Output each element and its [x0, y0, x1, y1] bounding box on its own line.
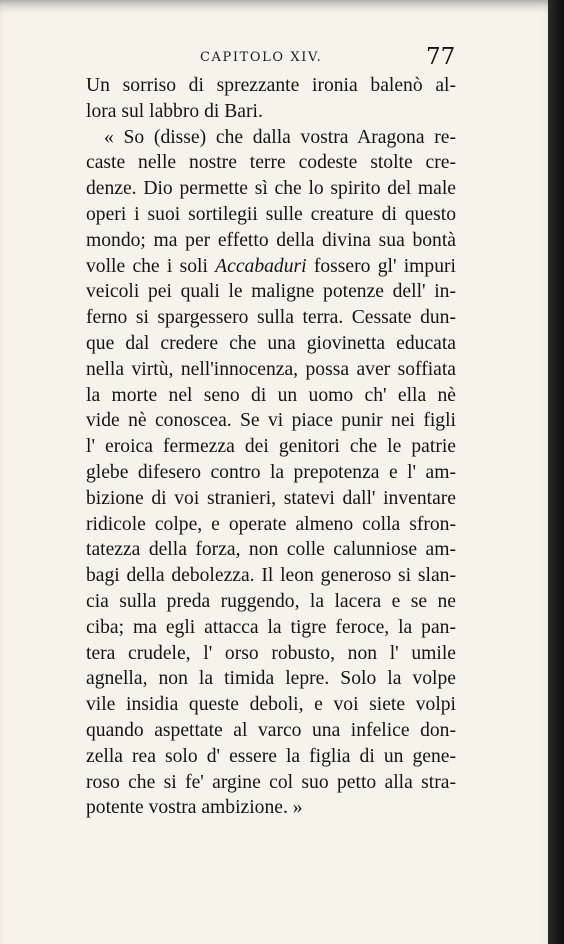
text-line: roso che si fe' argine col suo petto alla stra-	[86, 771, 456, 793]
book-spine-edge	[548, 0, 564, 944]
text-line: lora sul labbro di Bari.	[86, 100, 263, 122]
text-line: zella rea solo d' essere la figlia di un gene-	[86, 745, 456, 767]
text-line: glebe difesero contro la prepotenza e l' am-	[86, 461, 456, 483]
text-line: ridicole colpe, e operate almeno colla sfron-	[86, 513, 456, 535]
text-line: l' eroica fermezza dei genitori che le patrie	[86, 436, 456, 458]
text-line: cia sulla preda ruggendo, la lacera e se ne	[86, 590, 456, 612]
text-line: vide nè conoscea. Se vi piace punir nei figli	[86, 410, 456, 432]
text-line: Un sorriso di sprezzante ironia balenò al-	[86, 75, 456, 96]
text-line: « So (disse) che dalla vostra Aragona re-	[104, 126, 456, 148]
text-line: bizione di voi stranieri, statevi dall' inventare	[86, 487, 456, 509]
text-line: quando aspettate al varco una infelice don-	[86, 719, 456, 741]
text-line: vile insidia queste deboli, e voi siete volpi	[86, 694, 456, 716]
italic-term: Accabaduri	[215, 255, 307, 277]
text-line: tatezza della forza, non colle calunniose am-	[86, 539, 456, 561]
text-line: la morte nel seno di un uomo ch' ella nè	[86, 384, 456, 406]
text-line: que dal credere che una giovinetta educata	[86, 332, 456, 354]
text-line: denze. Dio permette sì che lo spirito del male	[86, 178, 456, 200]
text-line: caste nelle nostre terre codeste stolte cre-	[86, 152, 456, 174]
text-line: veicoli pei quali le maligne potenze dell' in-	[86, 281, 456, 303]
text-line: ciba; ma egli attacca la tigre feroce, la pan-	[86, 616, 456, 638]
text-line: agnella, non la timida lepre. Solo la volpe	[86, 668, 456, 690]
text-segment: fossero gl' impuri	[306, 255, 456, 277]
text-line: operi i suoi sortilegii sulle creature di questo	[86, 203, 456, 225]
text-line	[86, 254, 456, 280]
text-line: tera crudele, l' orso robusto, non l' umile	[86, 642, 456, 664]
page-number: 77	[426, 44, 456, 70]
text-line: nella virtù, nell'innocenza, possa aver soffiata	[86, 358, 456, 380]
text-line: potente vostra ambizione. »	[86, 797, 303, 819]
text-line: mondo; ma per effetto della divina sua bontà	[86, 229, 456, 251]
body-text	[86, 73, 456, 821]
text-line: ferno si spargessero sulla terra. Cessate dun-	[86, 307, 456, 329]
text-line: bagi della debolezza. Il leon generoso si slan-	[86, 565, 456, 587]
running-head: CAPITOLO XIV.	[200, 50, 323, 65]
text-segment: volle che i soli	[86, 255, 216, 277]
